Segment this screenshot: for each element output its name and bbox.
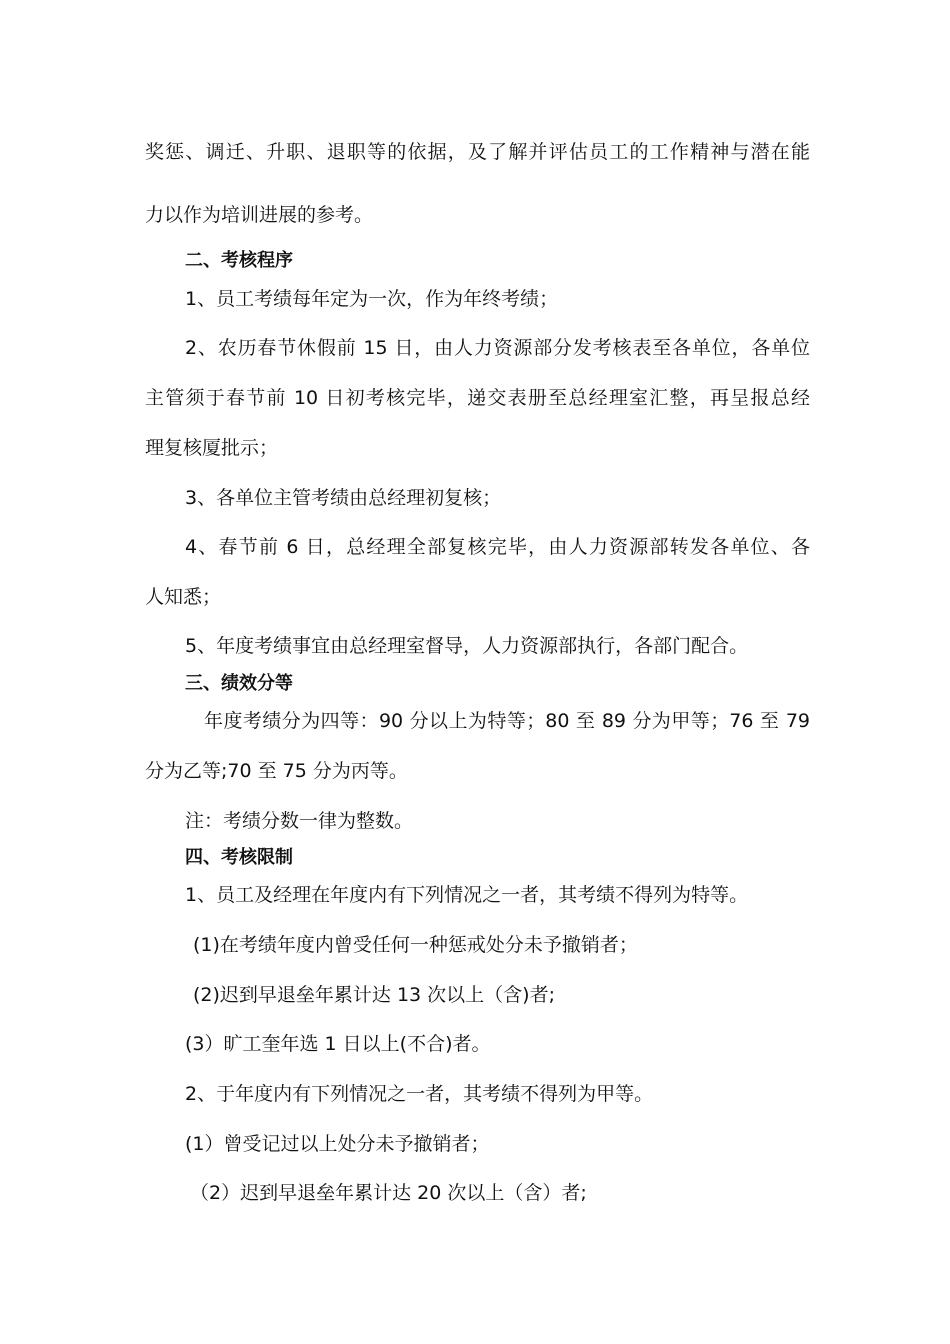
list-item: 3、各单位主管考绩由总经理初复核； <box>185 487 502 509</box>
paragraph-line: 力以作为培训进展的参考。 <box>145 204 374 226</box>
sub-list-item: (2)迟到早退垒年累计达 13 次以上（含)者; <box>193 984 555 1006</box>
paragraph-line: 奖惩、调迁、升职、退职等的依据，及了解并评估员工的工作精神与潜在能 <box>145 141 810 163</box>
list-item: 1、员工考绩每年定为一次，作为年终考绩； <box>185 288 559 310</box>
list-item: 5、年度考绩事宜由总经理室督导，人力资源部执行，各部门配合。 <box>185 635 749 657</box>
section-heading-grading: 三、绩效分等 <box>185 673 293 694</box>
paragraph-line: 分为乙等;70 至 75 分为丙等。 <box>145 760 408 782</box>
section-heading-procedure: 二、考核程序 <box>185 250 293 271</box>
sub-list-item: (1）曾受记过以上处分未予撤销者； <box>185 1133 490 1155</box>
sub-list-item: （2）迟到早退垒年累计达 20 次以上（含）者; <box>190 1182 587 1204</box>
paragraph-line: 理复核厦批示； <box>145 437 279 459</box>
sub-list-item: (1)在考绩年度内曾受任何一种惩戒处分未予撤销者； <box>193 934 638 956</box>
list-item: 2、农历春节休假前 15 日，由人力资源部分发考核表至各单位，各单位 <box>185 337 810 359</box>
note-line: 注：考绩分数一律为整数。 <box>185 810 414 832</box>
paragraph-line: 主管须于春节前 10 日初考核完毕，递交表册至总经理室汇整，再呈报总经 <box>145 387 810 409</box>
section-heading-limits: 四、考核限制 <box>185 847 293 868</box>
list-item: 4、春节前 6 日，总经理全部复核完毕，由人力资源部转发各单位、各 <box>185 536 810 558</box>
paragraph-line: 年度考绩分为四等：90 分以上为特等；80 至 89 分为甲等；76 至 79 <box>204 710 810 732</box>
list-item: 1、员工及经理在年度内有下列情况之一者，其考绩不得列为特等。 <box>185 884 749 906</box>
list-item: 2、于年度内有下列情况之一者，其考绩不得列为甲等。 <box>185 1083 654 1105</box>
paragraph-line: 人知悉； <box>145 586 222 608</box>
sub-list-item: (3）旷工奎年选 1 日以上(不合)者。 <box>185 1033 491 1055</box>
